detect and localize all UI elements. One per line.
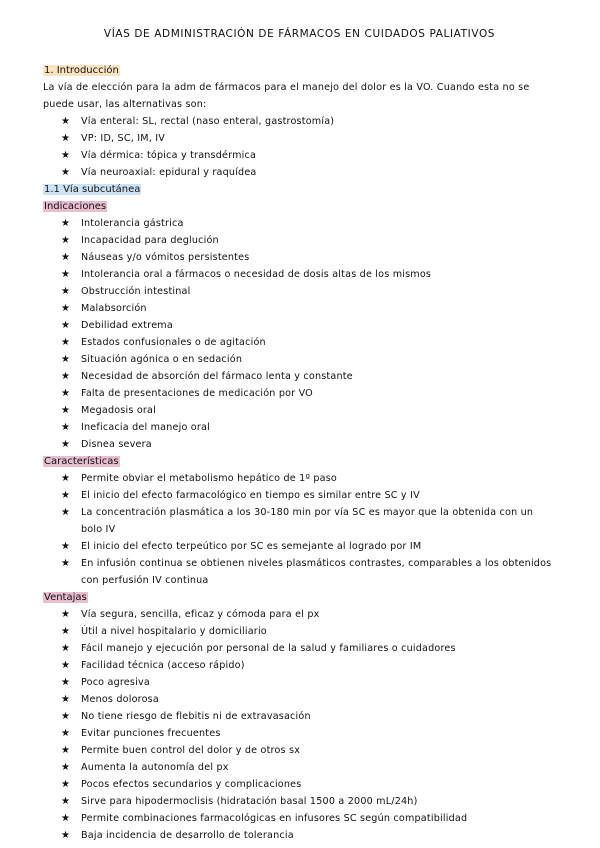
star-bullet-icon: ★ — [61, 507, 71, 518]
section-heading-label: 1.1 Vía subcutánea — [44, 184, 141, 195]
section-heading-introduccion — [43, 63, 556, 79]
list-item-text: Vía dérmica: tópica y transdérmica — [81, 150, 257, 161]
star-bullet-icon: ★ — [61, 796, 71, 807]
star-bullet-icon: ★ — [61, 473, 71, 484]
list-item-text: Náuseas y/o vómitos persistentes — [81, 252, 250, 263]
list-item-text: Falta de presentaciones de medicación por VO — [81, 388, 313, 399]
subheading-label: Indicaciones — [44, 201, 107, 212]
list-item — [61, 827, 556, 844]
list-item — [61, 674, 556, 691]
list-item-text: Menos dolorosa — [81, 694, 159, 705]
star-bullet-icon: ★ — [61, 303, 71, 314]
star-bullet-icon: ★ — [61, 371, 71, 382]
list-item-text: La concentración plasmática a los 30-180 min por vía SC es mayor que la obtenida con un bolo IV — [81, 507, 534, 535]
star-bullet-icon: ★ — [61, 626, 71, 637]
subheading-ventajas — [43, 589, 556, 606]
intro-list — [43, 113, 556, 181]
list-item-text: Vía neuroaxial: epidural y raquídea — [81, 167, 257, 178]
list-item-text: Pocos efectos secundarios y complicaciones — [81, 779, 302, 790]
list-item — [61, 436, 556, 453]
list-item-text: Ineficacia del manejo oral — [81, 422, 210, 433]
star-bullet-icon: ★ — [61, 813, 71, 824]
list-item-text: No tiene riesgo de flebitis ni de extravasación — [81, 711, 311, 722]
list-item — [61, 130, 556, 147]
list-item — [61, 759, 556, 776]
star-bullet-icon: ★ — [61, 337, 71, 348]
star-bullet-icon: ★ — [61, 830, 71, 841]
indicaciones-list — [43, 215, 556, 453]
star-bullet-icon: ★ — [61, 609, 71, 620]
star-bullet-icon: ★ — [61, 167, 71, 178]
subheading-label: Características — [44, 456, 119, 467]
list-item-text: Permite combinaciones farmacológicas en infusores SC según compatibilidad — [81, 813, 468, 824]
list-item-text: Debilidad extrema — [81, 320, 173, 331]
star-bullet-icon: ★ — [61, 218, 71, 229]
list-item-text: El inicio del efecto terpeútico por SC es semejante al logrado por IM — [81, 541, 422, 552]
list-item-text: Intolerancia oral a fármacos o necesidad de dosis altas de los mismos — [81, 269, 432, 280]
list-item-text: Disnea severa — [81, 439, 152, 450]
star-bullet-icon: ★ — [61, 660, 71, 671]
list-item — [61, 606, 556, 623]
star-bullet-icon: ★ — [61, 779, 71, 790]
list-item — [61, 504, 556, 538]
subheading-caracteristicas — [43, 453, 556, 470]
list-item-text: En infusión continua se obtienen niveles plasmáticos contrastes, comparables a los obtenidos con perfusión IV continua — [81, 558, 552, 586]
document-title: VÍAS DE ADMINISTRACIÓN DE FÁRMACOS EN CUIDADOS PALIATIVOS — [103, 28, 496, 40]
list-item — [61, 164, 556, 181]
list-item — [61, 113, 556, 130]
list-item — [61, 419, 556, 436]
list-item — [61, 742, 556, 759]
list-item — [61, 249, 556, 266]
list-item-text: Baja incidencia de desarrollo de tolerancia — [81, 830, 294, 841]
list-item-text: Permite buen control del dolor y de otros sx — [81, 745, 301, 756]
subheading-label: Ventajas — [44, 592, 87, 603]
list-item-text: Fácil manejo y ejecución por personal de la salud y familiares o cuidadores — [81, 643, 456, 654]
star-bullet-icon: ★ — [61, 541, 71, 552]
star-bullet-icon: ★ — [61, 286, 71, 297]
list-item — [61, 334, 556, 351]
list-item-text: Necesidad de absorción del fármaco lenta y constante — [81, 371, 353, 382]
list-item — [61, 266, 556, 283]
list-item — [61, 470, 556, 487]
list-item — [61, 300, 556, 317]
list-item — [61, 283, 556, 300]
list-item — [61, 232, 556, 249]
intro-paragraph: La vía de elección para la adm de fármacos para el manejo del dolor es la VO. Cuando esta no se puede usar, las alternativas son: — [43, 82, 530, 110]
star-bullet-icon: ★ — [61, 745, 71, 756]
list-item — [61, 810, 556, 827]
list-item-text: Obstrucción intestinal — [81, 286, 191, 297]
list-item — [61, 317, 556, 334]
star-bullet-icon: ★ — [61, 694, 71, 705]
list-item-text: Incapacidad para deglución — [81, 235, 219, 246]
list-item-text: Poco agresiva — [81, 677, 150, 688]
list-item — [61, 623, 556, 640]
list-item — [61, 351, 556, 368]
list-item-text: Situación agónica o en sedación — [81, 354, 243, 365]
list-item-text: Evitar punciones frecuentes — [81, 728, 221, 739]
list-item-text: Megadosis oral — [81, 405, 156, 416]
star-bullet-icon: ★ — [61, 388, 71, 399]
list-item — [61, 708, 556, 725]
list-item-text: Facilidad técnica (acceso rápido) — [81, 660, 245, 671]
subheading-indicaciones — [43, 198, 556, 215]
list-item-text: Permite obviar el metabolismo hepático de 1º paso — [81, 473, 338, 484]
list-item — [61, 640, 556, 657]
list-item-text: Vía enteral: SL, rectal (naso enteral, gastrostomía) — [81, 116, 335, 127]
star-bullet-icon: ★ — [61, 150, 71, 161]
star-bullet-icon: ★ — [61, 405, 71, 416]
star-bullet-icon: ★ — [61, 643, 71, 654]
list-item — [61, 215, 556, 232]
list-item — [61, 776, 556, 793]
list-item — [61, 487, 556, 504]
section-heading-via-subcutanea — [43, 181, 556, 198]
star-bullet-icon: ★ — [61, 711, 71, 722]
list-item-text: VP: ID, SC, IM, IV — [81, 133, 166, 144]
list-item — [61, 555, 556, 589]
section-heading-label: 1. Introducción — [44, 65, 119, 76]
star-bullet-icon: ★ — [61, 269, 71, 280]
star-bullet-icon: ★ — [61, 252, 71, 263]
list-item — [61, 725, 556, 742]
list-item-text: Sirve para hipodermoclisis (hidratación basal 1500 a 2000 mL/24h) — [81, 796, 418, 807]
star-bullet-icon: ★ — [61, 439, 71, 450]
list-item — [61, 657, 556, 674]
caracteristicas-list — [43, 470, 556, 589]
list-item-text: Malabsorción — [81, 303, 147, 314]
list-item — [61, 691, 556, 708]
star-bullet-icon: ★ — [61, 677, 71, 688]
list-item-text: Estados confusionales o de agitación — [81, 337, 266, 348]
star-bullet-icon: ★ — [61, 116, 71, 127]
list-item — [61, 538, 556, 555]
list-item-text: Intolerancia gástrica — [81, 218, 184, 229]
list-item — [61, 402, 556, 419]
list-item — [61, 368, 556, 385]
star-bullet-icon: ★ — [61, 133, 71, 144]
list-item-text: El inicio del efecto farmacológico en tiempo es similar entre SC y IV — [81, 490, 420, 501]
list-item-text: Útil a nivel hospitalario y domiciliario — [81, 626, 267, 637]
star-bullet-icon: ★ — [61, 558, 71, 569]
star-bullet-icon: ★ — [61, 354, 71, 365]
list-item — [61, 793, 556, 810]
ventajas-list — [43, 606, 556, 844]
list-item — [61, 385, 556, 402]
star-bullet-icon: ★ — [61, 235, 71, 246]
list-item — [61, 147, 556, 164]
star-bullet-icon: ★ — [61, 728, 71, 739]
list-item-text: Aumenta la autonomía del px — [81, 762, 229, 773]
star-bullet-icon: ★ — [61, 320, 71, 331]
star-bullet-icon: ★ — [61, 762, 71, 773]
star-bullet-icon: ★ — [61, 422, 71, 433]
star-bullet-icon: ★ — [61, 490, 71, 501]
list-item-text: Vía segura, sencilla, eficaz y cómoda para el px — [81, 609, 320, 620]
